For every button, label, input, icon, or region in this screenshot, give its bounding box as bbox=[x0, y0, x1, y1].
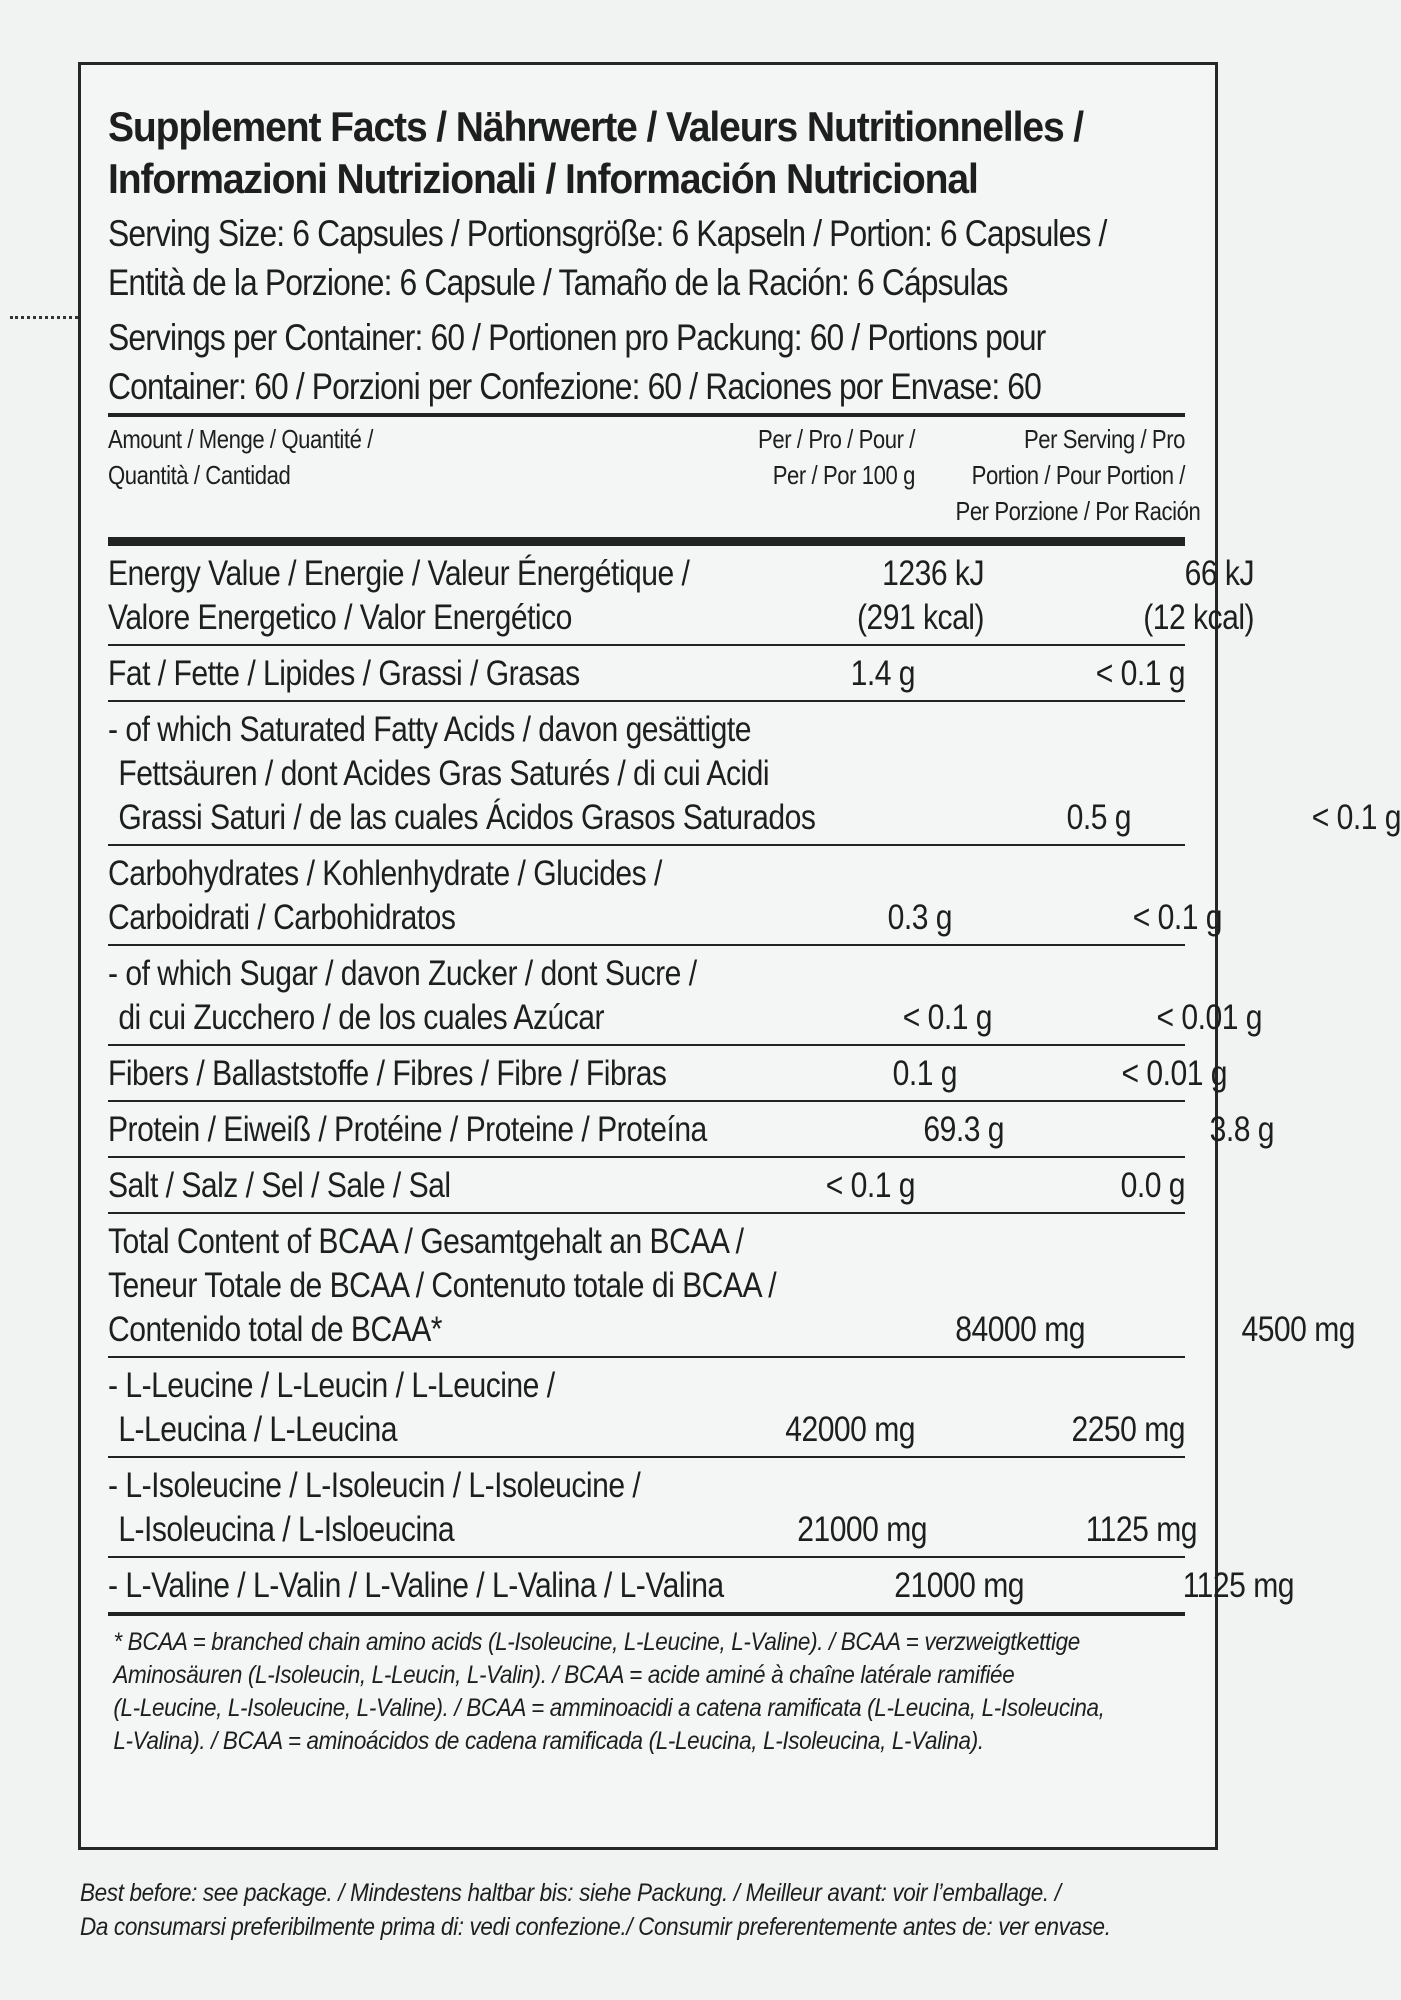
value-per-serving-line: 1125 mg bbox=[1182, 1566, 1294, 1605]
nutrient-name-line: L-Isoleucina / L-Isloeucina bbox=[118, 1510, 455, 1549]
header-per-serving-line-2: Portion / Pour Portion / bbox=[971, 460, 1185, 490]
best-before-line-1: Best before: see package. / Mindestens haltbar bis: siehe Packung. / Meilleur avant: voir l’emballage. / bbox=[80, 1879, 1061, 1907]
nutrient-name-line: - L-Valine / L-Valin / L-Valine / L-Valina / L-Valina bbox=[108, 1566, 724, 1605]
nutrient-name-line: Grassi Saturi / de las cuales Ácidos Grasos Saturados bbox=[118, 798, 816, 837]
nutrient-name-line: - L-Isoleucine / L-Isoleucin / L-Isoleucine / bbox=[108, 1466, 641, 1505]
nutrient-name-line: Energy Value / Energie / Valeur Énergétique / bbox=[108, 554, 690, 593]
nutrient-row bbox=[108, 1046, 1228, 1102]
nutrient-name-line: Fat / Fette / Lipides / Grassi / Grasas bbox=[108, 654, 580, 693]
nutrient-row bbox=[108, 946, 1263, 1046]
nutrient-row bbox=[108, 702, 1401, 846]
footnote-line-1: * BCAA = branched chain amino acids (L-Isoleucine, L-Leucine, L-Valine). / BCAA = verzweigtkettige bbox=[113, 1628, 1080, 1656]
servings-per-container-line-1: Servings per Container: 60 / Portionen pro Packung: 60 / Portions pour bbox=[108, 317, 1046, 358]
value-per-100g bbox=[755, 1508, 927, 1552]
nutrient-name bbox=[108, 552, 689, 640]
nutrient-name bbox=[108, 1108, 707, 1152]
title-line-1: Supplement Facts / Nährwerte / Valeurs Nutritionnelles / bbox=[108, 103, 1084, 150]
best-before-text bbox=[80, 1876, 1205, 1944]
value-per-100g-line: < 0.1 g bbox=[825, 1166, 915, 1205]
nutrient-name bbox=[108, 1164, 630, 1208]
value-per-100g-line: 1.4 g bbox=[850, 654, 915, 693]
value-per-serving-line: 0.0 g bbox=[1120, 1166, 1185, 1205]
nutrient-name-line: di cui Zucchero / de los cuales Azúcar bbox=[118, 998, 604, 1037]
nutrient-name bbox=[108, 1220, 776, 1352]
value-per-100g-line: 42000 mg bbox=[785, 1410, 915, 1449]
nutrient-name-line: Carbohydrates / Kohlenhydrate / Glucides / bbox=[108, 854, 662, 893]
header-per-100g bbox=[745, 421, 915, 529]
nutrient-row bbox=[108, 1458, 1197, 1558]
header-amount-line-2: Quantità / Cantidad bbox=[108, 460, 291, 490]
value-per-100g bbox=[743, 1164, 915, 1208]
panel-title bbox=[108, 101, 1159, 205]
value-per-serving-line: 1125 mg bbox=[1085, 1510, 1197, 1549]
value-per-100g-line: 0.3 g bbox=[887, 898, 953, 937]
header-per-100g-line-1: Per / Pro / Pour / bbox=[758, 424, 915, 454]
value-per-serving-line: < 0.1 g bbox=[1095, 654, 1185, 693]
value-per-100g bbox=[852, 1564, 1024, 1608]
nutrient-name-line: L-Leucina / L-Leucina bbox=[118, 1410, 397, 1449]
footnote-line-4: L-Valina). / BCAA = aminoácidos de cadena ramificada (L-Leucina, L-Isoleucina, L-Valina). bbox=[113, 1727, 984, 1755]
value-per-100g-line: 0.5 g bbox=[1066, 798, 1131, 837]
value-per-serving-line: 4500 mg bbox=[1241, 1310, 1355, 1349]
nutrient-row bbox=[108, 1102, 1275, 1158]
nutrient-row bbox=[108, 1558, 1294, 1616]
value-per-100g bbox=[820, 996, 992, 1040]
nutrient-row bbox=[108, 1158, 1185, 1214]
footnote-line-2: Aminosäuren (L-Isoleucin, L-Leucin, L-Valin). / BCAA = acide aminé à chaîne latérale ramifiée bbox=[113, 1661, 1015, 1689]
header-amount-line-1: Amount / Menge / Quantité / bbox=[108, 424, 373, 454]
value-per-serving bbox=[1022, 552, 1254, 640]
value-per-100g bbox=[785, 1052, 957, 1096]
nutrient-name-line: Teneur Totale de BCAA / Contenuto totale di BCAA / bbox=[108, 1266, 777, 1305]
value-per-100g bbox=[743, 652, 915, 696]
value-per-serving bbox=[995, 1052, 1227, 1096]
header-per-serving-line-3: Per Porzione / Por Ración bbox=[955, 496, 1201, 526]
value-per-100g-line: 0.1 g bbox=[893, 1054, 958, 1093]
nutrient-name-line: Fibers / Ballaststoffe / Fibres / Fibre / Fibras bbox=[108, 1054, 667, 1093]
value-per-100g-line: 21000 mg bbox=[894, 1566, 1024, 1605]
value-per-100g-line: 1236 kJ bbox=[882, 554, 985, 593]
nutrient-name-line: - of which Saturated Fatty Acids / davon gesättigte bbox=[108, 710, 751, 749]
nutrient-name-line: Total Content of BCAA / Gesamtgehalt an BCAA / bbox=[108, 1222, 744, 1261]
nutrient-row bbox=[108, 646, 1185, 702]
value-per-serving bbox=[953, 652, 1185, 696]
value-per-serving-line: < 0.1 g bbox=[1311, 798, 1401, 837]
nutrient-name bbox=[108, 1052, 666, 1096]
value-per-serving-line: < 0.01 g bbox=[1121, 1054, 1228, 1093]
value-per-100g-line: 21000 mg bbox=[797, 1510, 927, 1549]
header-per-serving bbox=[955, 421, 1201, 529]
header-per-serving-line-1: Per Serving / Pro bbox=[1023, 424, 1185, 454]
servings-per-container-line-2: Container: 60 / Porzioni per Confezione: 60 / Raciones por Envase: 60 bbox=[108, 366, 1041, 407]
nutrient-name bbox=[108, 1464, 640, 1552]
value-per-serving bbox=[1168, 796, 1400, 840]
value-per-100g bbox=[812, 552, 984, 640]
nutrient-name-line: Protein / Eiweiß / Protéine / Proteine / Proteína bbox=[108, 1110, 707, 1149]
value-per-100g bbox=[913, 1308, 1085, 1352]
header-amount bbox=[108, 421, 624, 529]
value-per-serving bbox=[1123, 1308, 1355, 1352]
value-per-serving-line: (12 kcal) bbox=[1143, 598, 1255, 637]
nutrient-name bbox=[108, 952, 697, 1040]
nutrient-name bbox=[108, 652, 630, 696]
value-per-serving-line: < 0.01 g bbox=[1156, 998, 1263, 1037]
nutrient-table bbox=[108, 546, 1401, 1616]
nutrient-row bbox=[108, 1214, 1355, 1358]
header-per-100g-line-2: Per / Por 100 g bbox=[772, 460, 915, 490]
nutrient-name-line: Salt / Salz / Sel / Sale / Sal bbox=[108, 1166, 451, 1205]
nutrient-name-line: Carboidrati / Carbohidratos bbox=[108, 898, 456, 937]
value-per-100g bbox=[959, 796, 1131, 840]
nutrient-name-line: - of which Sugar / davon Zucker / dont Sucre / bbox=[108, 954, 697, 993]
nutrient-row bbox=[108, 546, 1255, 646]
serving-size-line-2: Entità de la Porzione: 6 Capsule / Tamaño de la Ración: 6 Cápsulas bbox=[108, 262, 1008, 303]
nutrient-name-line: Fettsäuren / dont Acides Gras Saturés / di cui Acidi bbox=[118, 754, 770, 793]
nutrient-name-line: Contenido total de BCAA* bbox=[108, 1310, 442, 1349]
serving-info bbox=[108, 209, 1200, 411]
table-header bbox=[108, 417, 1201, 546]
value-per-100g-line: < 0.1 g bbox=[903, 998, 993, 1037]
footnote-line-3: (L-Leucine, L-Isoleucine, L-Valine). / BCAA = amminoacidi a catena ramificata (L-Leucina, L-Isoleucina, bbox=[113, 1694, 1105, 1722]
value-per-serving bbox=[1062, 1564, 1294, 1608]
value-per-100g bbox=[780, 896, 952, 940]
value-per-serving-line: 2250 mg bbox=[1071, 1410, 1185, 1449]
value-per-serving-line: 66 kJ bbox=[1184, 554, 1255, 593]
nutrient-name bbox=[108, 1564, 724, 1608]
nutrient-name-line: - L-Leucine / L-Leucin / L-Leucine / bbox=[108, 1366, 555, 1405]
best-before-line-2: Da consumarsi preferibilmente prima di: vedi confezione./ Consumir preferentemente antes de: ver envase. bbox=[80, 1913, 1111, 1941]
serving-size-line-1: Serving Size: 6 Capsules / Portionsgröße: 6 Kapseln / Portion: 6 Capsules / bbox=[108, 213, 1107, 254]
title-line-2: Informazioni Nutrizionali / Información Nutricional bbox=[108, 155, 978, 202]
bcaa-footnote bbox=[108, 1616, 1193, 1758]
nutrient-name bbox=[108, 1364, 630, 1452]
nutrient-name bbox=[108, 708, 815, 840]
value-per-serving bbox=[990, 896, 1222, 940]
value-per-serving bbox=[1030, 996, 1262, 1040]
value-per-serving-line: 3.8 g bbox=[1209, 1110, 1275, 1149]
nutrient-row bbox=[108, 1358, 1185, 1458]
dotted-edge-mark bbox=[10, 316, 78, 319]
value-per-serving bbox=[965, 1508, 1197, 1552]
nutrient-row bbox=[108, 846, 1223, 946]
value-per-100g-line: 84000 mg bbox=[955, 1310, 1085, 1349]
supplement-facts-panel bbox=[78, 62, 1401, 1850]
value-per-serving-line: < 0.1 g bbox=[1132, 898, 1223, 937]
value-per-100g-line: (291 kcal) bbox=[857, 598, 985, 637]
value-per-100g bbox=[832, 1108, 1004, 1152]
value-per-100g bbox=[743, 1408, 915, 1452]
value-per-serving bbox=[953, 1164, 1185, 1208]
nutrient-name bbox=[108, 852, 662, 940]
value-per-serving bbox=[953, 1408, 1185, 1452]
value-per-100g-line: 69.3 g bbox=[923, 1110, 1005, 1149]
nutrient-name-line: Valore Energetico / Valor Energético bbox=[108, 598, 572, 637]
value-per-serving bbox=[1042, 1108, 1274, 1152]
